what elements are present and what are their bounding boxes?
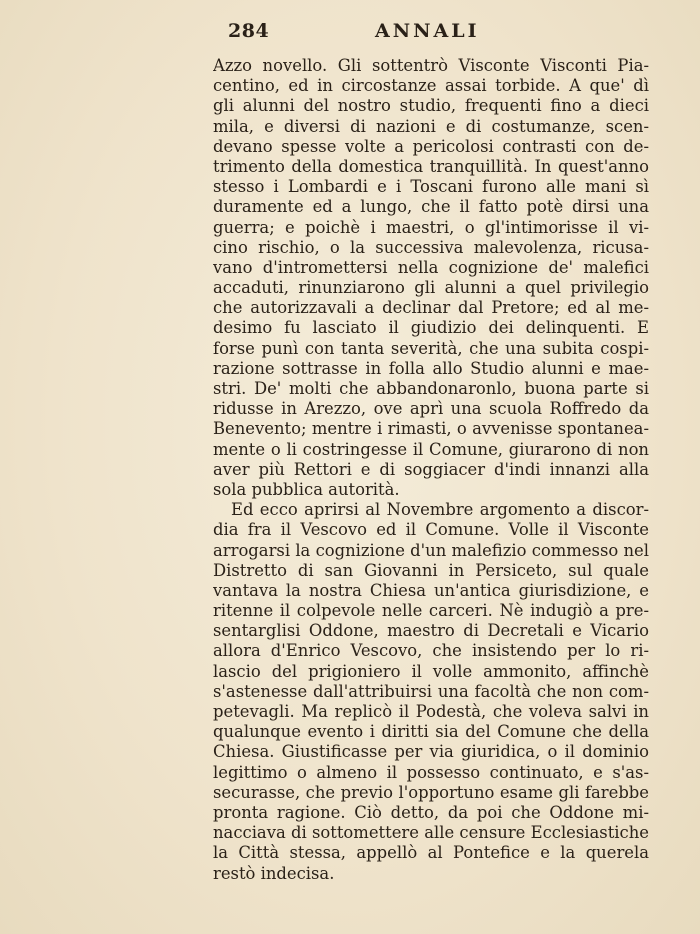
text-line: stri. De' molti che abbandonaronlo, buona parte si — [213, 379, 649, 398]
text-line: nacciava di sottomettere alle censure Ecclesiastiche — [213, 823, 649, 843]
running-title: ANNALI — [375, 20, 480, 42]
text-line: sentarglisi Oddone, maestro di Decretali e Vicario — [213, 621, 649, 641]
text-line: centino, ed in circostanze assai torbide. A que' dì — [213, 76, 649, 96]
text-line: Azzo novello. Gli sottentrò Visconte Visconti Pia- — [213, 56, 649, 75]
text-line: accaduti, rinunziarono gli alunni a quel privilegio — [213, 278, 649, 298]
text-line: legittimo o almeno il possesso continuato, e s'as- — [213, 762, 649, 782]
paragraph — [213, 56, 649, 500]
text-line: Ed ecco aprirsi al Novembre argomento a discor- — [231, 500, 649, 520]
text-line: Distretto di san Giovanni in Persiceto, sul quale — [213, 560, 649, 580]
text-line: s'astenesse dall'attribuirsi una facoltà che non com- — [213, 681, 649, 701]
page-header — [228, 20, 488, 48]
text-line: duramente ed a lungo, che il fatto potè dirsi una — [213, 197, 649, 217]
text-line: allora d'Enrico Vescovo, che insistendo per lo ri- — [213, 641, 649, 661]
text-line: petevagli. Ma replicò il Podestà, che voleva salvi in — [213, 702, 649, 721]
text-line: securasse, che previo l'opportuno esame gli farebbe — [213, 782, 649, 802]
text-line: aver più Rettori e di soggiacer d'indi innanzi alla — [213, 459, 649, 479]
text-line: pronta ragione. Ciò detto, da poi che Oddone mi- — [213, 802, 649, 822]
text-line: vano d'intromettersi nella cognizione de' malefici — [213, 257, 649, 277]
text-line: ridusse in Arezzo, ove aprì una scuola Roffredo da — [213, 399, 649, 419]
text-line: Chiesa. Giustificasse per via giuridica, o il dominio — [213, 742, 649, 762]
text-line: mila, e diversi di nazioni e di costumanze, scen- — [213, 116, 649, 136]
text-line: stesso i Lombardi e i Toscani furono alle mani sì — [213, 177, 649, 197]
text-line: restò indecisa. — [213, 863, 335, 883]
text-line: devano spesse volte a pericolosi contrasti con de- — [213, 136, 649, 156]
text-line: arrogarsi la cognizione d'un malefizio commesso nel — [213, 540, 649, 560]
text-line: mente o li costringesse il Comune, giurarono di non — [213, 439, 649, 459]
text-line: la Città stessa, appellò al Pontefice e la querela — [213, 843, 649, 863]
text-line: gli alunni del nostro studio, frequenti fino a dieci — [213, 96, 649, 116]
body-text — [213, 56, 649, 884]
text-line: dia fra il Vescovo ed il Comune. Volle il Visconte — [213, 520, 649, 540]
paragraph — [213, 500, 649, 884]
text-line: qualunque evento i diritti sia del Comune che della — [213, 722, 649, 742]
text-line: vantava la nostra Chiesa un'antica giurisdizione, e — [213, 580, 649, 600]
text-line: forse punì con tanta severità, che una subita cospi- — [213, 338, 649, 358]
text-line: guerra; e poichè i maestri, o gl'intimorisse il vi- — [213, 217, 649, 237]
text-line: lascio del prigioniero il volle ammonito, affinchè — [213, 661, 649, 681]
text-line: trimento della domestica tranquillità. In quest'anno — [213, 156, 649, 176]
text-line: che autorizzavali a declinar dal Pretore; ed al me- — [213, 298, 649, 318]
text-line: razione sottrasse in folla allo Studio alunni e mae- — [213, 358, 649, 378]
text-line: desimo fu lasciato il giudizio dei delinquenti. E — [213, 318, 649, 338]
page-number: 284 — [228, 20, 270, 42]
text-line: ritenne il colpevole nelle carceri. Nè indugiò a pre- — [213, 601, 649, 621]
text-line: sola pubblica autorità. — [213, 479, 400, 499]
text-line: Benevento; mentre i rimasti, o avvenisse spontanea- — [213, 419, 649, 439]
text-line: cino rischio, o la successiva malevolenza, ricusa- — [213, 237, 649, 257]
